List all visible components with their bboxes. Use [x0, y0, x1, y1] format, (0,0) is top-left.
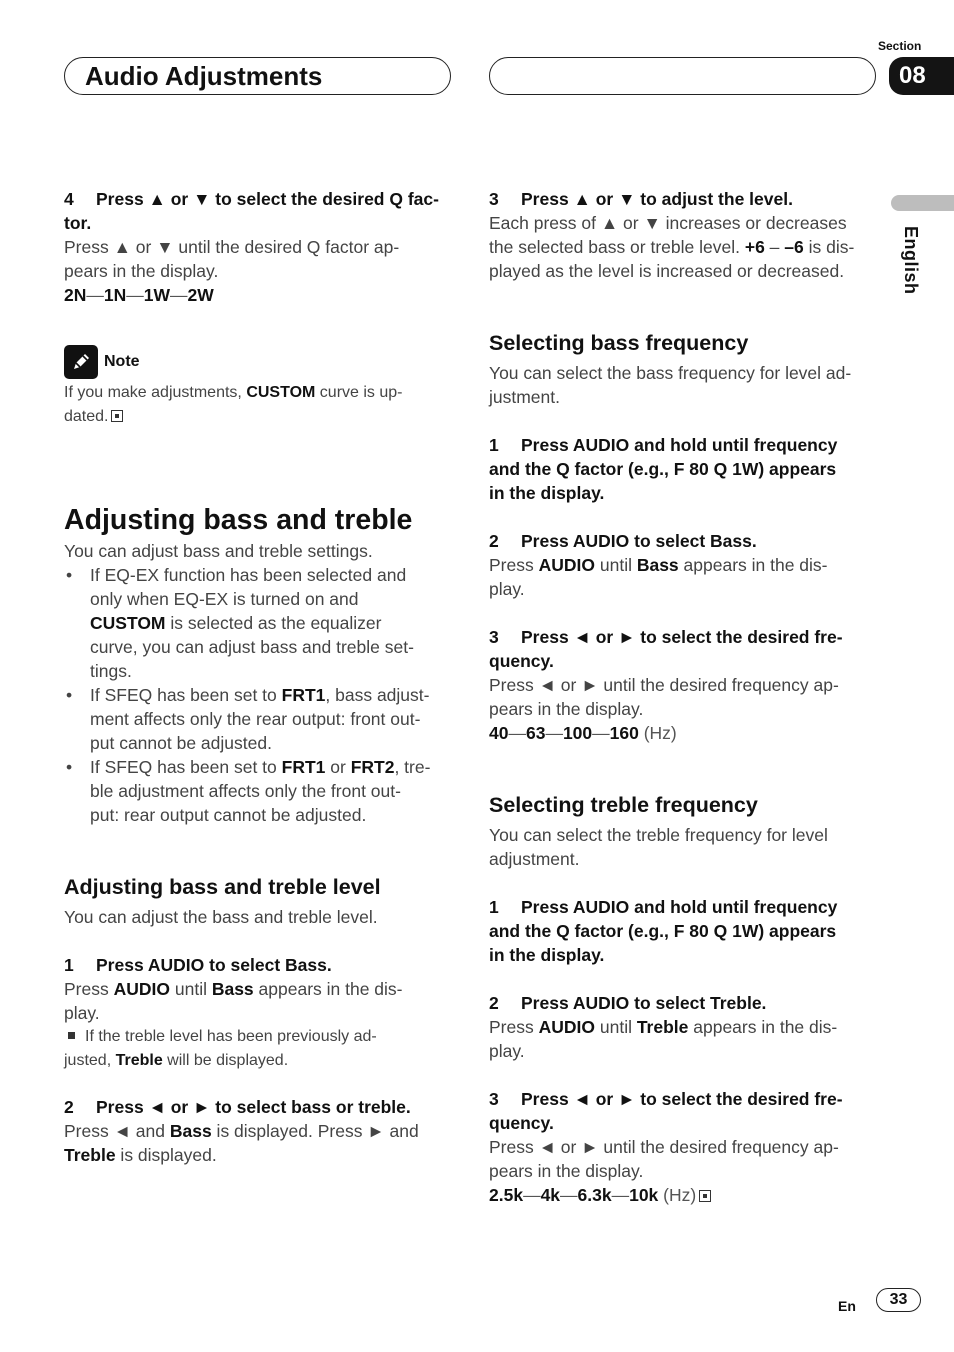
language-tab-bar: [891, 195, 954, 211]
bass-frequency-sequence: 40—63—100—160 (Hz): [489, 723, 677, 743]
treble-step-2-body: Press AUDIO until Treble appears in the dis- play.: [489, 1017, 838, 1061]
right-column: [489, 187, 875, 1207]
list-item: • If SFEQ has been set to FRT1, bass adjust- ment affects only the rear output: front out- put cannot be adjusted.: [64, 683, 450, 755]
heading-treble-frequency: Selecting treble frequency: [489, 793, 758, 817]
note-header: Note: [64, 345, 450, 379]
step-1-body: Press AUDIO until Bass appears in the dis- play.: [64, 979, 403, 1023]
note-text: If you make adjustments, CUSTOM curve is up- dated.: [64, 384, 403, 425]
treble-step-3: 3 Press ◄ or ► to select the desired fre- quency.: [489, 1089, 843, 1133]
bullet-list: [64, 563, 450, 827]
end-mark-icon: [111, 410, 123, 422]
list-item: • If SFEQ has been set to FRT1 or FRT2, tre- ble adjustment affects only the front out- put: rear output cannot be adjusted.: [64, 755, 450, 827]
treble-frequency-intro: You can select the treble frequency for level adjustment.: [489, 825, 828, 869]
heading-bass-treble-level: Adjusting bass and treble level: [64, 875, 381, 899]
square-bullet-icon: [68, 1032, 75, 1039]
bass-frequency-intro: You can select the bass frequency for level ad- justment.: [489, 363, 852, 407]
treble-step-2: 2 Press AUDIO to select Treble.: [489, 993, 767, 1013]
bass-step-2: 2 Press AUDIO to select Bass.: [489, 531, 757, 551]
bass-step-2-body: Press AUDIO until Bass appears in the dis- play.: [489, 555, 828, 599]
heading-bass-frequency: Selecting bass frequency: [489, 331, 749, 355]
step-4-body: Press ▲ or ▼ until the desired Q factor ap- pears in the display.: [64, 237, 400, 281]
q-factor-sequence: 2N—1N—1W—2W: [64, 285, 214, 305]
step-3-adjust-level: 3 Press ▲ or ▼ to adjust the level.: [489, 189, 793, 209]
heading-adjusting-bass-treble: Adjusting bass and treble: [64, 504, 413, 536]
left-column: [64, 187, 450, 1167]
level-intro: You can adjust the bass and treble level.: [64, 907, 378, 927]
step-1-note: If the treble level has been previously ad- justed, Treble will be displayed.: [64, 1028, 377, 1069]
step-3-body: Each press of ▲ or ▼ increases or decreases the selected bass or treble level. +6 – –6 is dis- played as the level is increased or decreased.: [489, 213, 855, 281]
step-2-body: Press ◄ and Bass is displayed. Press ► and Treble is displayed.: [64, 1121, 419, 1165]
step-1-select-bass: 1 Press AUDIO to select Bass.: [64, 955, 332, 975]
list-item: • If EQ-EX function has been selected and only when EQ-EX is turned on and CUSTOM is selected as the equalizer curve, you can adjust bass and treble set- tings.: [64, 563, 450, 683]
bass-step-1: 1 Press AUDIO and hold until frequency and the Q factor (e.g., F 80 Q 1W) appears in the display.: [489, 435, 838, 503]
step-4-q-factor: 4 Press ▲ or ▼ to select the desired Q fac- tor.: [64, 189, 439, 233]
end-mark-icon: [699, 1190, 711, 1202]
header-blank-pill: [489, 57, 876, 95]
page-number: 33: [876, 1288, 921, 1312]
header-title-pill: [64, 57, 451, 95]
language-label: English: [901, 226, 921, 295]
step-2-select-bass-treble: 2 Press ◄ or ► to select bass or treble.: [64, 1097, 411, 1117]
bass-step-3: 3 Press ◄ or ► to select the desired fre- quency.: [489, 627, 843, 671]
footer-language-code: En: [838, 1298, 856, 1314]
treble-step-3-body: Press ◄ or ► until the desired frequency ap- pears in the display.: [489, 1137, 839, 1181]
intro-text: You can adjust bass and treble settings.: [64, 541, 373, 561]
bass-step-3-body: Press ◄ or ► until the desired frequency ap- pears in the display.: [489, 675, 839, 719]
section-number-tab: 08: [889, 57, 954, 95]
pencil-icon: [64, 345, 98, 379]
section-label: Section: [878, 39, 922, 53]
treble-frequency-sequence: 2.5k—4k—6.3k—10k (Hz): [489, 1183, 875, 1207]
treble-step-1: 1 Press AUDIO and hold until frequency and the Q factor (e.g., F 80 Q 1W) appears in the display.: [489, 897, 838, 965]
page-title: Audio Adjustments: [85, 61, 323, 91]
